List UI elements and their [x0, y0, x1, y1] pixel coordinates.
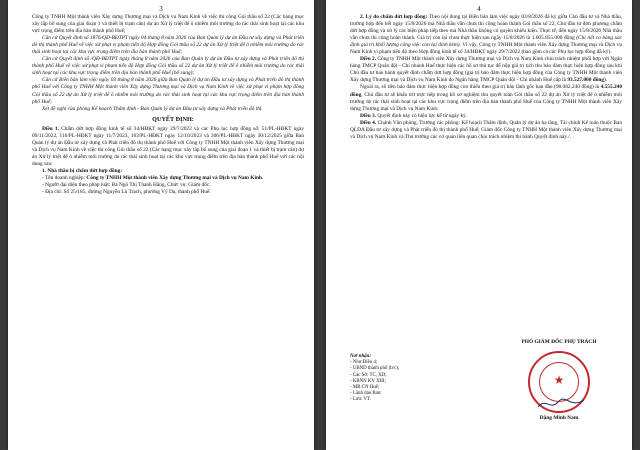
- recipient-item: - Lãnh đạo Ban;: [350, 391, 382, 397]
- signer-title: PHÓ GIÁM ĐỐC PHỤ TRÁCH: [521, 339, 597, 345]
- section-heading: 1. Nhà thầu bị chấm dứt hợp đồng:: [42, 167, 123, 174]
- page-number: 3: [159, 5, 163, 13]
- signature-block: [494, 339, 624, 421]
- guarantee-amount: 93.527.000 đồng: [567, 77, 605, 84]
- article-2: [350, 56, 622, 84]
- recipient-item: - Các Sở: TC, XD;: [350, 372, 387, 378]
- article-label: Điều 1.: [42, 125, 59, 132]
- document-page-right: [326, 0, 632, 450]
- article-1: [32, 126, 304, 168]
- reason-label: 2. Lý do chấm dứt hợp đồng:: [360, 14, 428, 20]
- legal-basis-paragraph: Căn cứ Quyết định số 1876/QĐ-BĐTPT ngày 04 tháng 8 năm 2026 của Ban Quản lý dự án Đầu tư xây dựng và Phát triển đô thị thành phố Huế về việc xử phạt vi phạm tiến độ Hợp đồng Gói thầu số 22 dự án Xử lý triệt để ô nhiễm môi trường do rác thải sinh hoạt tại các khu vực trọng điểm trên địa bàn thành phố Huế;: [32, 35, 304, 56]
- recipient-item: - UBND thành phố (b/c);: [350, 366, 400, 372]
- reason-text: Theo nội dung tại Biên bản làm việc ngày 03/8/2026 đã ký giữa Chủ đầu tư và Nhà thầu, trường hợp đến hết ngày 15/8/2026 mà Nhà thầu vẫn chưa thi công hoàn thành Gói thầu số 22, Chủ đầu tư đơn phương chấm dứt hợp đồng và xử lý các biện pháp tiếp theo mà Nhà thầu không có quyền khiếu kiện. Thực tế, đến ngày 15/8/2026 Nhà thầu vẫn chưa thi công hoàn thành.: [350, 14, 622, 42]
- reason-paragraph: [350, 14, 622, 56]
- document-page-left: [8, 0, 314, 450]
- recovery-text: Ngoài ra, số tiền bảo đảm thực hiện hợp đồng còn thiếu theo giá trị bảo lãnh gốc ban đầu (98.082.240 đồng) là: [360, 84, 601, 91]
- handwritten-signature-icon: [536, 397, 586, 411]
- recipients-list: [350, 354, 399, 404]
- recipients-label: Nơi nhận:: [350, 354, 371, 359]
- article-text: Chấm dứt hợp đồng kinh tế số 34/HĐKT ngày 29/7/2022 và các Phụ lục hợp đồng số: 51/PL-HĐKT ngày 09/11/2022, 116/PL-HĐKT ngày 11/7/2023, 163/PL-HĐKT ngày 12/10/2023 và 306/PL-HĐKT ngày 30/12/2025 giữa Ban Quản lý dự án Đầu tư xây dựng và Phát triển đô thị thành phố Huế với Công ty TNHH Một thành viên Xây dựng Thương mại và Dịch vụ Nam Kinh về việc thi công Gói thầu số 22 (Các hạng mục xây lắp bổ sung của giai đoạn 1 và thiết bị trạm cân) dự án Xử lý triệt để ô nhiễm môi trường do rác thải sinh hoạt tại các khu vực trọng điểm trên địa bàn thành phố Huế với các nội dung sau:: [32, 125, 304, 167]
- recipient-item: - Như Điều 4;: [350, 360, 378, 366]
- article-label: Điều 4.: [360, 119, 377, 126]
- legal-basis-paragraph: Xét đề nghị của phòng Kế hoạch Thẩm định - Ban Quản lý dự án Đầu tư xây dựng và Phát triển đô thị.: [42, 105, 263, 112]
- article-4: [350, 120, 622, 141]
- reason-value: Giá trị còn lại chưa thực hiện sau ngày 15/8/2026 là 1.605.855.000 đồng: [415, 35, 575, 42]
- article-label: Điều 2.: [360, 56, 377, 63]
- reason-conclusion: Vì vậy, Công ty TNHH Một thành viên Xây dựng Thương mại và Dịch vụ Nam Kinh vi phạm tiến độ theo Hợp đồng kinh tế số 34/HĐKT ngày 29/7/2022 (bao gồm cả các Phụ lục hợp đồng đã ký).: [350, 42, 622, 56]
- article-text: Công ty TNHH Một thành viên Xây dựng Thương mại và Dịch vụ Nam Kinh chịu trách nhiệm phối hợp với Ngân hàng TMCP Quân đội - Chi nhánh Huế thực hiện các hồ sơ thủ tục để nộp giá trị tịch thu bảo đảm thực hiện hợp đồng sau khi Chủ đầu tư ban hành quyết định chấm dứt hợp đồng (giá trị bảo đảm thực hiện hợp đồng của Công ty TNHH Một thành viên Xây dựng Thương mại và Dịch vụ Nam Kinh do Ngân hàng TMCP Quân đội - Chi nhánh Huế cấp là: [350, 56, 623, 84]
- article-label: Điều 3.: [360, 112, 377, 119]
- page-number: 4: [477, 5, 481, 13]
- signer-name: Đặng Minh Nam: [539, 415, 579, 421]
- decision-heading: QUYẾT ĐỊNH:: [152, 115, 194, 123]
- representative-line: - Người đại diện theo pháp luật: Bà Ngô Thị Thanh Hằng, Chức vụ: Giám đốc.: [42, 182, 211, 189]
- recipient-item: - Lưu: VT.: [350, 397, 371, 403]
- article-3: [350, 113, 622, 120]
- recovery-text-end: , Chủ đầu tư sẽ khấu trừ trực tiếp trong hồ sơ nghiệm thu quyết toán Gói thầu số 22 dự án Xử lý triệt để ô nhiễm môi trường do rác thải sinh hoạt tại các khu vực trọng điểm trên địa bàn thành phố Huế của Công ty TNHH Một thành viên Xây dựng Thương mại và Dịch vụ Nam Kinh.: [350, 91, 622, 112]
- paragraph: Công ty TNHH Một thành viên Xây dựng Thương mại và Dịch vụ Nam Kinh về việc thi công Gói thầu số 22 (Các hạng mục xây lắp bổ sung của giai đoạn 1 và thiết bị trạm cân) dự án Xử lý triệt để ô nhiễm môi trường do rác thải sinh hoạt tại các khu vực trọng điểm trên địa bàn thành phố Huế;: [32, 14, 304, 35]
- star-icon: ★: [553, 373, 565, 387]
- address-line: - Địa chỉ: Số 25/185, đường Nguyễn Lộ Trạch, phường Vỹ Dạ, thành phố Huế.: [42, 189, 211, 196]
- recovery-paragraph: [350, 84, 622, 112]
- page-body: [350, 14, 622, 141]
- article-text: Quyết định này có hiệu lực kể từ ngày ký.: [376, 112, 468, 119]
- article-text-end: ).: [604, 77, 608, 84]
- recipient-item: - MB CN Huế;: [350, 385, 380, 391]
- company-name: Công ty TNHH Một thành viên Xây dựng Thương mại và Dịch vụ Nam Kinh.: [85, 175, 264, 182]
- legal-basis-paragraph: Căn cứ Biên bản làm việc ngày 03 tháng 8 năm 2026 giữa Ban Quản lý dự án Đầu tư xây dựng và Phát triển đô thị thành phố Huế với Công ty TNHH Một thành viên Xây dựng Thương mại và Dịch vụ Nam Kinh về việc xử phạt vi phạm hợp đồng Gói thầu số 22 dự án Xử lý triệt để ô nhiễm môi trường do rác thải sinh hoạt tại các khu vực trọng điểm trên địa bàn thành phố Huế;: [32, 77, 304, 105]
- recipient-item: - KBNN KV XIII;: [350, 378, 386, 384]
- company-label: - Tên doanh nghiệp:: [42, 175, 86, 182]
- article-text: Chánh Văn phòng, Trưởng các phòng: Kế hoạch Thẩm định, Quản lý dự án hạ tầng, Tài chính Kế toán thuộc Ban QLDA Đầu tư xây dựng và Phát triển đô thị thành phố Huế; Giám đốc Công ty TNHH Một thành viên Xây dựng Thương mại và Dịch vụ Nam Kinh và Thủ trưởng các cơ quan liên quan chịu trách nhiệm thi hành Quyết định này./.: [350, 119, 622, 140]
- legal-basis-paragraph: Căn cứ Quyết định số /QĐ-BĐTPT ngày tháng 8 năm 2026 của Ban Quản lý dự án Đầu tư xây dựng và Phát triển đô thị thành phố Huế về việc xử phạt vi phạm tiến độ Hợp đồng Gói thầu số 22 dự án Xử lý triệt để ô nhiễm môi trường do rác thải sinh hoạt tại các khu vực trọng điểm trên địa bàn thành phố Huế (bổ sung);: [32, 56, 304, 77]
- recovery-amount: 4.555.240 đồng: [350, 84, 622, 98]
- page-body: [32, 14, 304, 196]
- reason-note: (Chi tiết có bảng xác định giá trị khối lượng công việc còn lại đính kèm).: [350, 35, 622, 49]
